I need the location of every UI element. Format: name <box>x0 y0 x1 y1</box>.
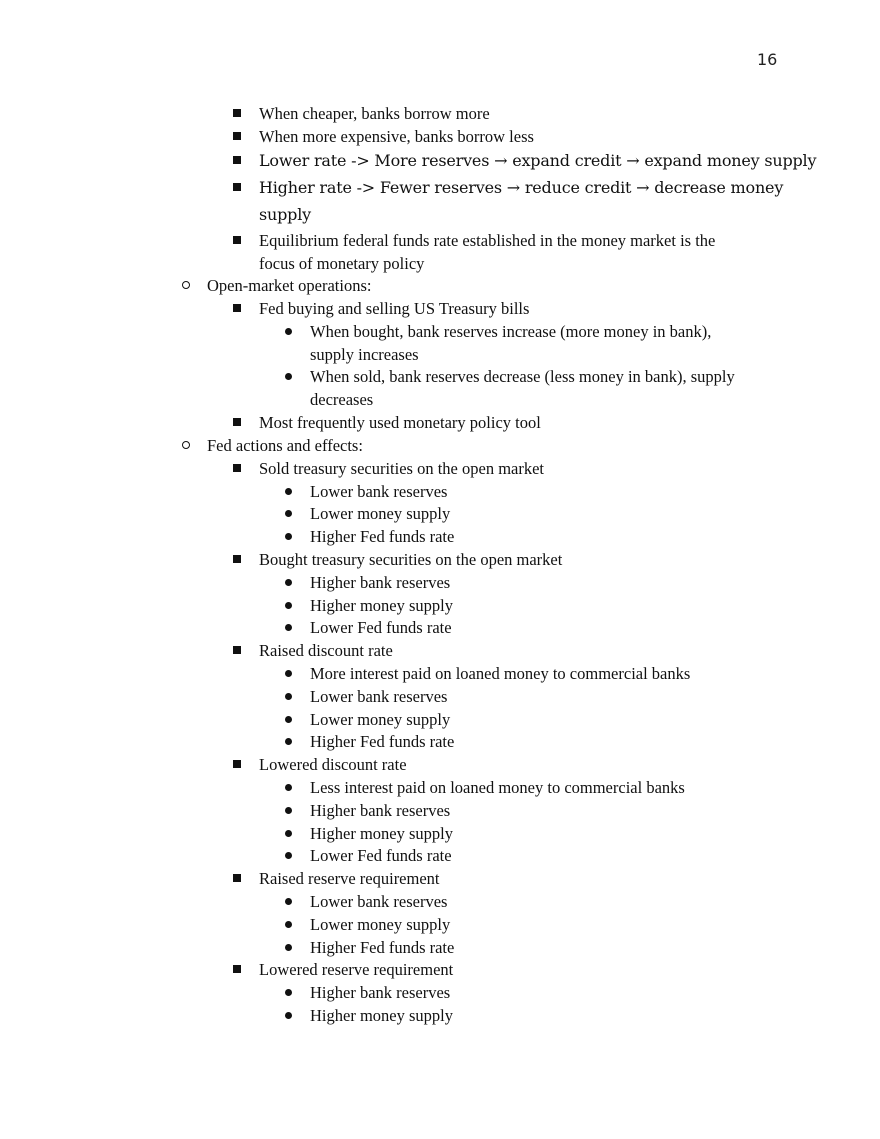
list-item-text: When sold, bank reserves decrease (less money in bank), supply <box>310 367 735 386</box>
list-item-text: Lower Fed funds rate <box>310 618 452 637</box>
list-item-text: Fed actions and effects: <box>207 436 363 455</box>
list-item-text: Higher Fed funds rate <box>310 732 455 751</box>
list-item-text: Lowered discount rate <box>259 755 407 774</box>
disc-bullet-icon <box>285 937 292 960</box>
disc-bullet-icon <box>285 914 292 937</box>
list-item-text: Lower money supply <box>310 504 451 523</box>
list-item-text: Most frequently used monetary policy tool <box>259 413 541 432</box>
list-item-text: Lower Fed funds rate <box>310 846 452 865</box>
list-item-text: Sold treasury securities on the open market <box>259 459 545 478</box>
list-item-text: Higher rate -> Fewer reserves → reduce credit → decrease money <box>259 178 784 197</box>
disc-bullet-icon <box>285 823 292 846</box>
list-item-text: Bought treasury securities on the open market <box>259 550 563 569</box>
square-bullet-icon <box>233 549 241 572</box>
list-item-text: Open-market operations: <box>207 276 372 295</box>
list-item-text: Lower rate -> More reserves → expand credit → expand money supply <box>259 151 817 170</box>
disc-bullet-icon <box>285 686 292 709</box>
list-item-text: Higher money supply <box>310 1006 453 1025</box>
disc-bullet-icon <box>285 1005 292 1028</box>
list-item-text: When cheaper, banks borrow more <box>259 104 490 123</box>
disc-bullet-icon <box>285 617 292 640</box>
disc-bullet-icon <box>285 891 292 914</box>
list-item-text: Higher bank reserves <box>310 983 451 1002</box>
square-bullet-icon <box>233 754 241 777</box>
disc-bullet-icon <box>285 709 292 732</box>
square-bullet-icon <box>233 412 241 435</box>
disc-bullet-icon <box>285 526 292 549</box>
square-bullet-icon <box>233 959 241 982</box>
square-bullet-icon <box>233 174 241 201</box>
disc-bullet-icon <box>285 481 292 504</box>
disc-bullet-icon <box>285 845 292 868</box>
disc-bullet-icon <box>285 321 292 344</box>
list-item-text: Higher Fed funds rate <box>310 527 455 546</box>
page-number: 16 <box>757 50 778 69</box>
list-item-text: Lower money supply <box>310 710 451 729</box>
list-item-text: More interest paid on loaned money to commercial banks <box>310 664 691 683</box>
disc-bullet-icon <box>285 572 292 595</box>
disc-bullet-icon <box>285 800 292 823</box>
list-item-text: Raised discount rate <box>259 641 393 660</box>
disc-bullet-icon <box>285 503 292 526</box>
list-item-text: Higher money supply <box>310 596 453 615</box>
disc-bullet-icon <box>285 366 292 389</box>
square-bullet-icon <box>233 640 241 663</box>
list-item-text: Raised reserve requirement <box>259 869 440 888</box>
disc-bullet-icon <box>285 663 292 686</box>
list-item-text: Lower bank reserves <box>310 687 448 706</box>
list-item-text: supply increases <box>310 345 419 364</box>
list-item-text: focus of monetary policy <box>259 254 425 273</box>
list-item-text: Higher Fed funds rate <box>310 938 455 957</box>
list-item-text: When bought, bank reserves increase (more money in bank), <box>310 322 712 341</box>
square-bullet-icon <box>233 126 241 149</box>
list-item-text: Lower bank reserves <box>310 482 448 501</box>
disc-bullet-icon <box>285 982 292 1005</box>
square-bullet-icon <box>233 458 241 481</box>
list-item-text: Lower money supply <box>310 915 451 934</box>
list-item-text: decreases <box>310 390 374 409</box>
circle-bullet-icon <box>182 435 190 458</box>
square-bullet-icon <box>233 230 241 253</box>
square-bullet-icon <box>233 147 241 174</box>
list-item-text: Equilibrium federal funds rate established in the money market is the <box>259 231 716 250</box>
list-item-text: Higher money supply <box>310 824 453 843</box>
disc-bullet-icon <box>285 595 292 618</box>
list-item-text: When more expensive, banks borrow less <box>259 127 534 146</box>
square-bullet-icon <box>233 103 241 126</box>
list-item-text: Less interest paid on loaned money to commercial banks <box>310 778 685 797</box>
square-bullet-icon <box>233 868 241 891</box>
list-item-text: Lower bank reserves <box>310 892 448 911</box>
list-item-text: supply <box>259 205 311 224</box>
list-item-text: Higher bank reserves <box>310 801 451 820</box>
list-item-text: Lowered reserve requirement <box>259 960 454 979</box>
list-item-text: Fed buying and selling US Treasury bills <box>259 299 530 318</box>
square-bullet-icon <box>233 298 241 321</box>
circle-bullet-icon <box>182 275 190 298</box>
list-item-text: Higher bank reserves <box>310 573 451 592</box>
disc-bullet-icon <box>285 731 292 754</box>
disc-bullet-icon <box>285 777 292 800</box>
